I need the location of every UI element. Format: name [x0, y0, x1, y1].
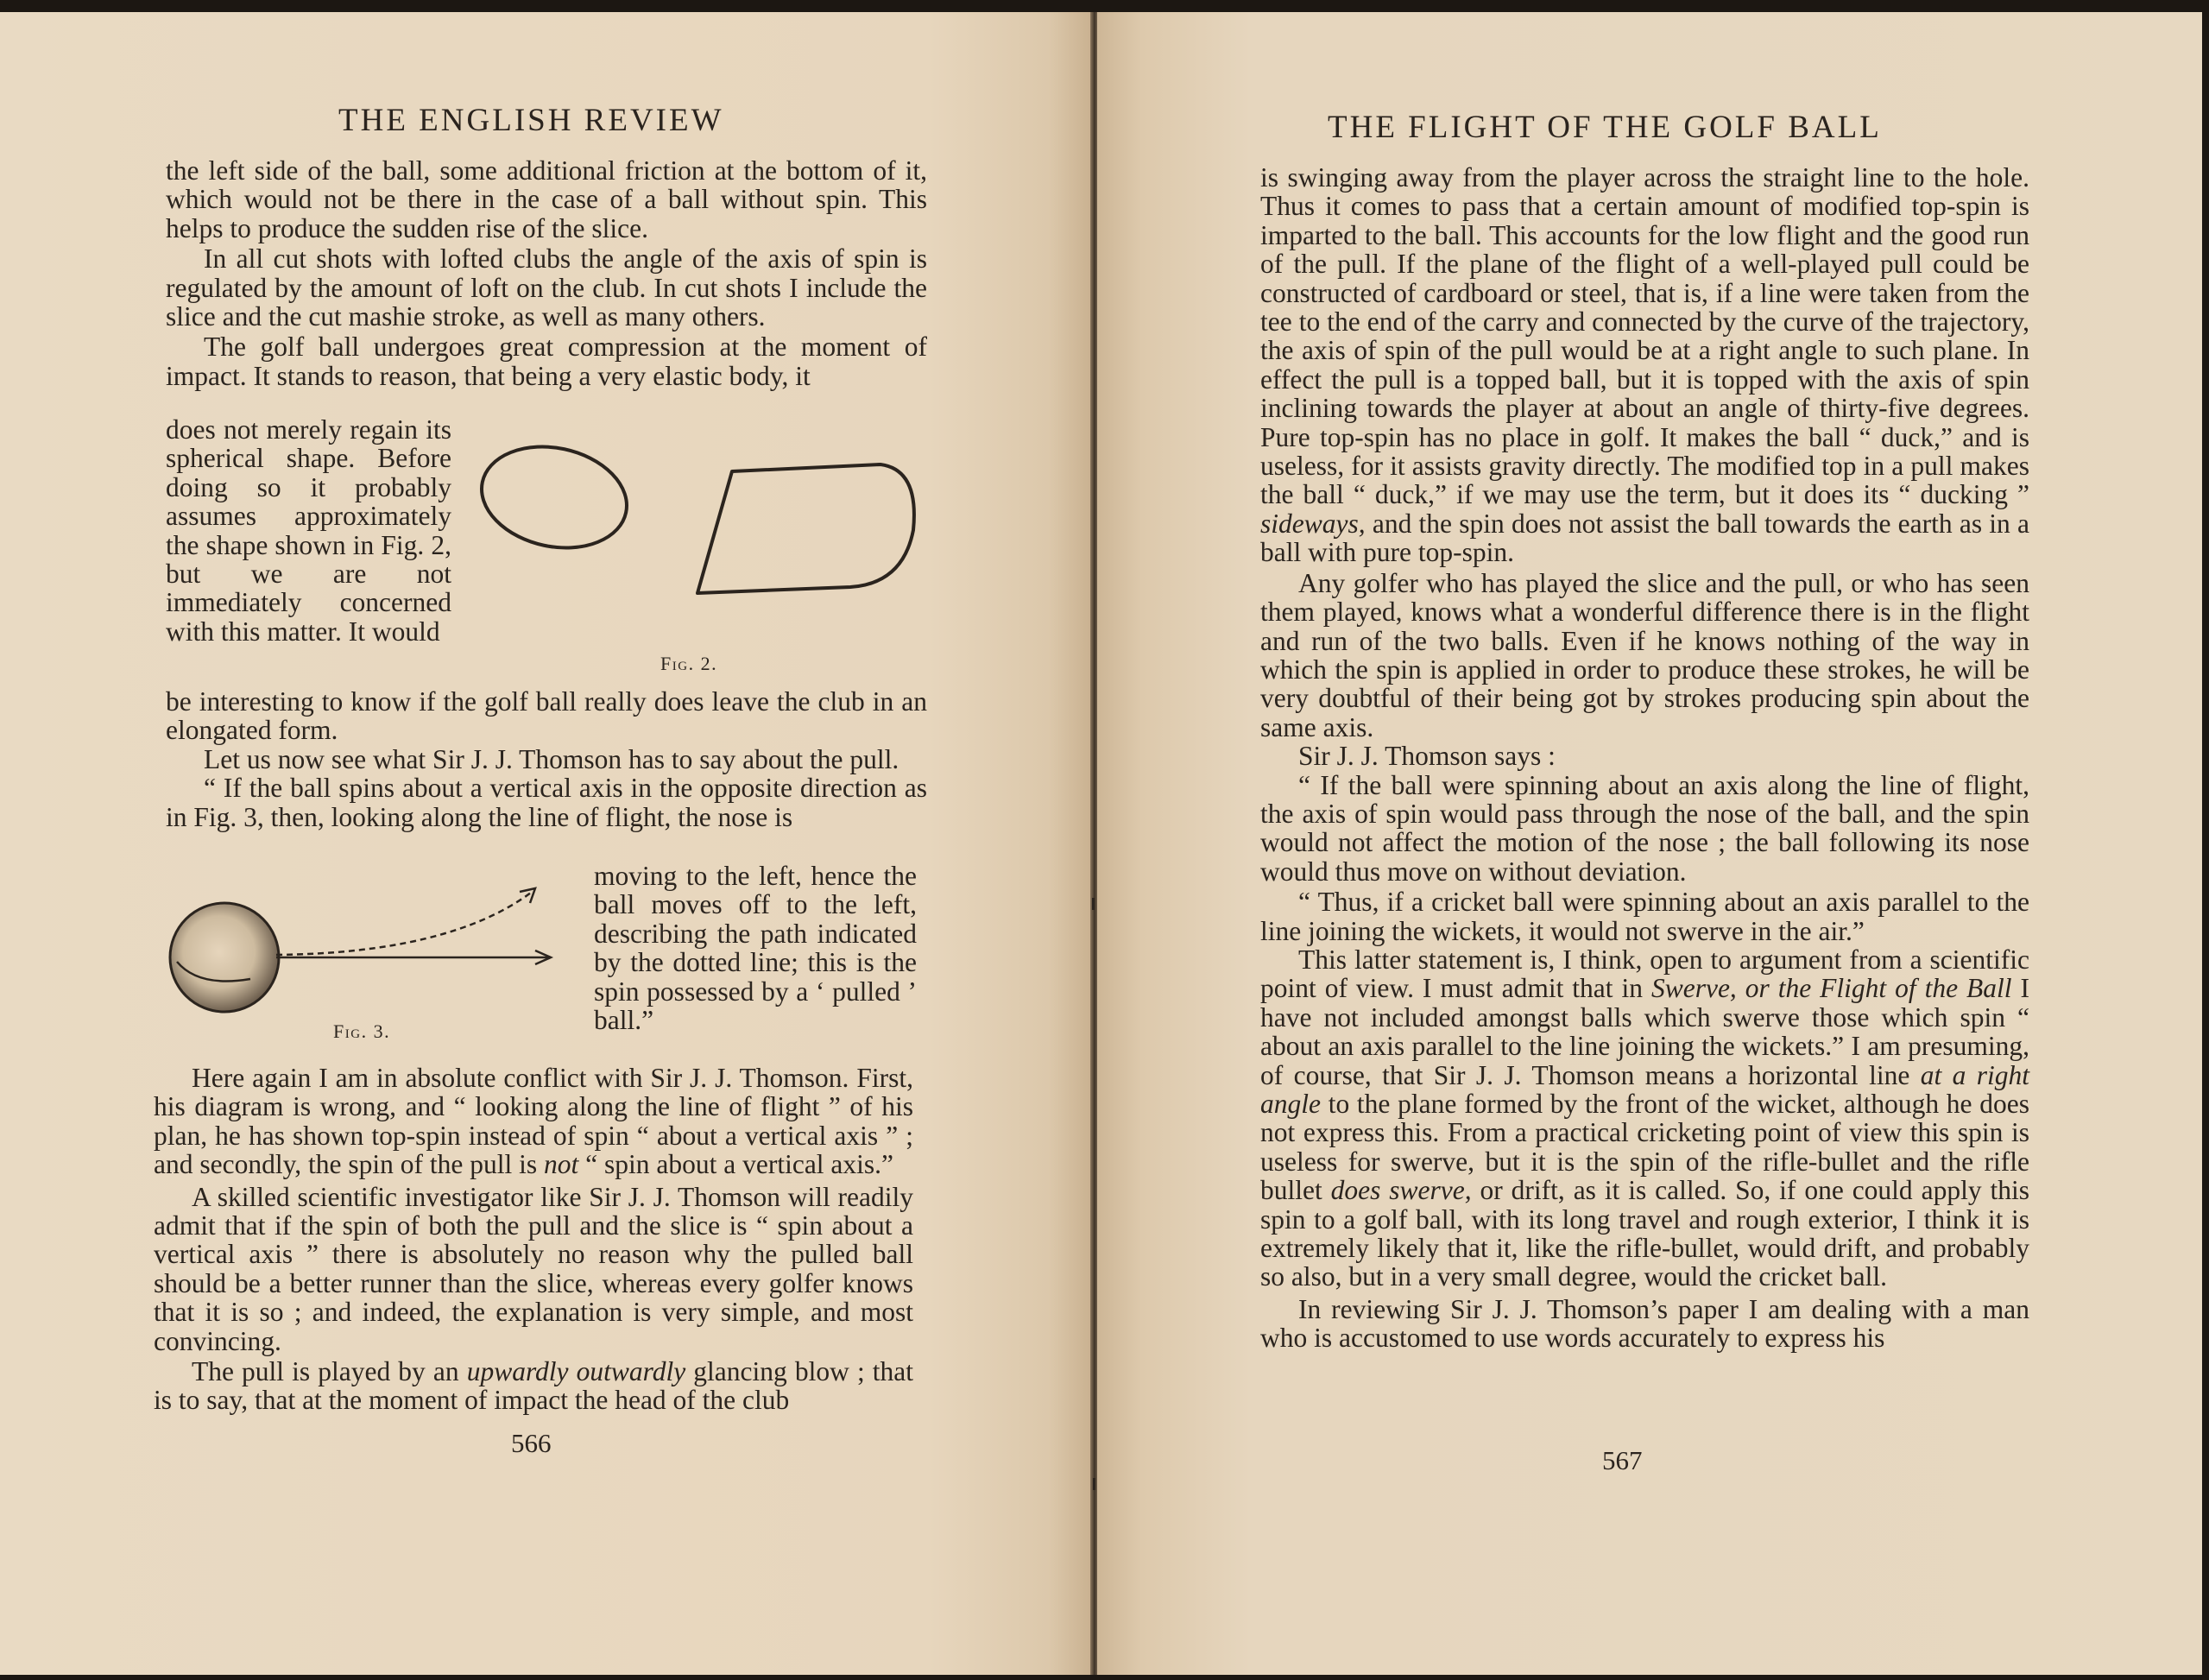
text-run: and the spin does not assist the ball towards the earth as in a ball with pure top-spin.: [1260, 508, 2029, 568]
text-column-fig3: [594, 862, 917, 1034]
text-run: Here again I am in absolute conflict with Sir J. J. Thomson. First, his diagram is wrong, and “ looking along the line of flight ” of his plan, he has shown top-spin instead of spin “ about a vertical axis ” ; and secondly, the spin of the pull is: [154, 1063, 913, 1180]
italic-phrase: upwardly outwardly: [466, 1356, 686, 1387]
paragraph: [154, 1357, 913, 1415]
binding-thread: [1092, 898, 1095, 910]
quote: “ If the ball were spinning about an axis along the line of flight, the axis of spin would pass through the nose of the ball, and the spin would not affect the motion of the nose ; the ball following its nose would thus move on without deviation.: [1260, 769, 2029, 887]
text-block-top: [166, 156, 927, 390]
paragraph: [1260, 163, 2029, 567]
italic-phrase: at a right angle: [1260, 1059, 2029, 1119]
paragraph: In reviewing Sir J. J. Thomson’s paper I am dealing with a man who is accustomed to use words accurately to express his: [1260, 1293, 2029, 1354]
paragraph: In all cut shots with lofted clubs the angle of the axis of spin is regulated by the amount of loft on the club. In cut shots I include the slice and the cut mashie stroke, as well as many others.: [166, 243, 927, 332]
running-head: THE ENGLISH REVIEW: [338, 103, 724, 138]
book-title: Swerve, or the Flight of the Ball: [1650, 973, 2012, 1004]
text-run: or drift, as it is called. So, if one could apply this spin to a golf ball, with its long travel and rough exterior, I think it is extremely likely that it, like the rifle-bullet, would drift, and probably so also, but in a very small degree, would the cricket ball.: [1260, 1175, 2029, 1292]
dotted-pull-path: [276, 893, 531, 955]
paragraph: Any golfer who has played the slice and the pull, or who has seen them played, knows what a wonderful difference there is in the flight and run of the two balls. Even if he knows nothing of the way in which the spin is applied in order to produce these strokes, he will be very doubtful of their being got by strokes producing spin about the same axis.: [1260, 567, 2029, 742]
fig-3-caption: Fig. 3.: [333, 1020, 391, 1042]
paragraph: the left side of the ball, some additional friction at the bottom of it, which would not be there in the case of a ball without spin. This helps to produce the sudden rise of the slice.: [166, 155, 927, 243]
right-page: [1097, 12, 2202, 1675]
text-run: “ spin about a vertical axis.”: [578, 1149, 894, 1180]
paragraph: [154, 1064, 913, 1179]
golf-ball: [170, 903, 279, 1012]
elongated-shape: [697, 464, 914, 593]
ellipse-shape: [472, 434, 636, 561]
figure-2: [475, 435, 932, 608]
paragraph: Sir J. J. Thomson says :: [1298, 741, 1556, 772]
text-block: [1260, 163, 2029, 1353]
text-run: The pull is played by an: [192, 1356, 467, 1387]
left-page: [0, 12, 1092, 1675]
paragraph: A skilled scientific investigator like Sir J. J. Thomson will readily admit that if the spin of both the pull and the slice is “ spin about a vertical axis ” there is absolutely no reason why the pulled ball should be a better runner than the slice, whereas every golfer knows that it is so ; and indeed, the explanation is very simple, and most convincing.: [154, 1181, 913, 1356]
page-number: 567: [1602, 1445, 1643, 1475]
quote: moving to the left, hence the ball moves off to the left, describing the path indicated by the dotted line; this is the spin possessed by a ‘ pulled ’ ball.”: [594, 861, 917, 1036]
page-number: 566: [511, 1428, 552, 1458]
text-run: to the plane formed by the front of the wicket, although he does not express this. From a practical cricketing point of view this spin is useless for swerve, but it is the spin of the rifle-bullet and the rifle bullet: [1260, 1089, 2029, 1206]
fig-2-caption: Fig. 2.: [660, 653, 718, 674]
paragraph: The golf ball undergoes great compression at the moment of impact. It stands to reason, that being a very elastic body, it: [166, 332, 927, 391]
running-head: THE FLIGHT OF THE GOLF BALL: [1328, 110, 1882, 145]
text-column-fig2: [166, 415, 451, 646]
paragraph: [1260, 945, 2029, 1292]
paragraph: does not merely regain its spherical shape. Before doing so it probably assumes approximately the shape shown in Fig. 2, but we are not immediately concerned with this matter. It would: [166, 414, 451, 647]
italic-word: sideways,: [1260, 508, 1366, 539]
binding-thread: [1093, 1478, 1095, 1490]
quote: “ If the ball spins about a vertical axis in the opposite direction as in Fig. 3, then, looking along the line of flight, the nose is: [166, 773, 927, 832]
text-block-middle: [166, 687, 927, 831]
text-run: glancing blow ; that is to say, that at the moment of impact the head of the club: [154, 1356, 914, 1416]
text-run: I have not included amongst balls which swerve those which spin “ about an axis parallel to the line joining the wickets.” I am presuming, of course, that Sir J. J. Thomson means a horizontal line: [1260, 973, 2029, 1090]
italic-phrase: does swerve,: [1330, 1175, 1472, 1206]
quote: “ Thus, if a cricket ball were spinning about an axis parallel to the line joining the wickets, it would not swerve in the air.”: [1260, 887, 2029, 946]
figure-3: [164, 871, 570, 1026]
text-block-bottom: [154, 1064, 913, 1415]
text-run: This latter statement is, I think, open to argument from a scientific point of view. I must admit that in: [1260, 944, 2029, 1004]
paragraph: Let us now see what Sir J. J. Thomson has to say about the pull.: [204, 743, 899, 774]
text-run: is swinging away from the player across the straight line to the hole. Thus it comes to pass that a certain amount of modified top-spin is imparted to the ball. This accounts for the low flight and the good run of the pull. If the plane of the flight of a well-played pull could be constructed of cardboard or steel, that is, if a line were taken from the tee to the end of the carry and connected by the curve of the trajectory, the axis of spin of the pull would be at a right angle to such plane. In effect the pull is a topped ball, but it is topped with the axis of spin inclining towards the player at about an angle of thirty-five degrees. Pure top-spin has no place in golf. It makes the ball “ duck,” and is useless, for it assists gravity directly. The modified top in a pull makes the ball “ duck,” if we may use the term, but it does its “ ducking ”: [1260, 162, 2029, 510]
paragraph: be interesting to know if the golf ball really does leave the club in an elongated form.: [166, 686, 927, 746]
italic-word: not: [544, 1149, 579, 1180]
